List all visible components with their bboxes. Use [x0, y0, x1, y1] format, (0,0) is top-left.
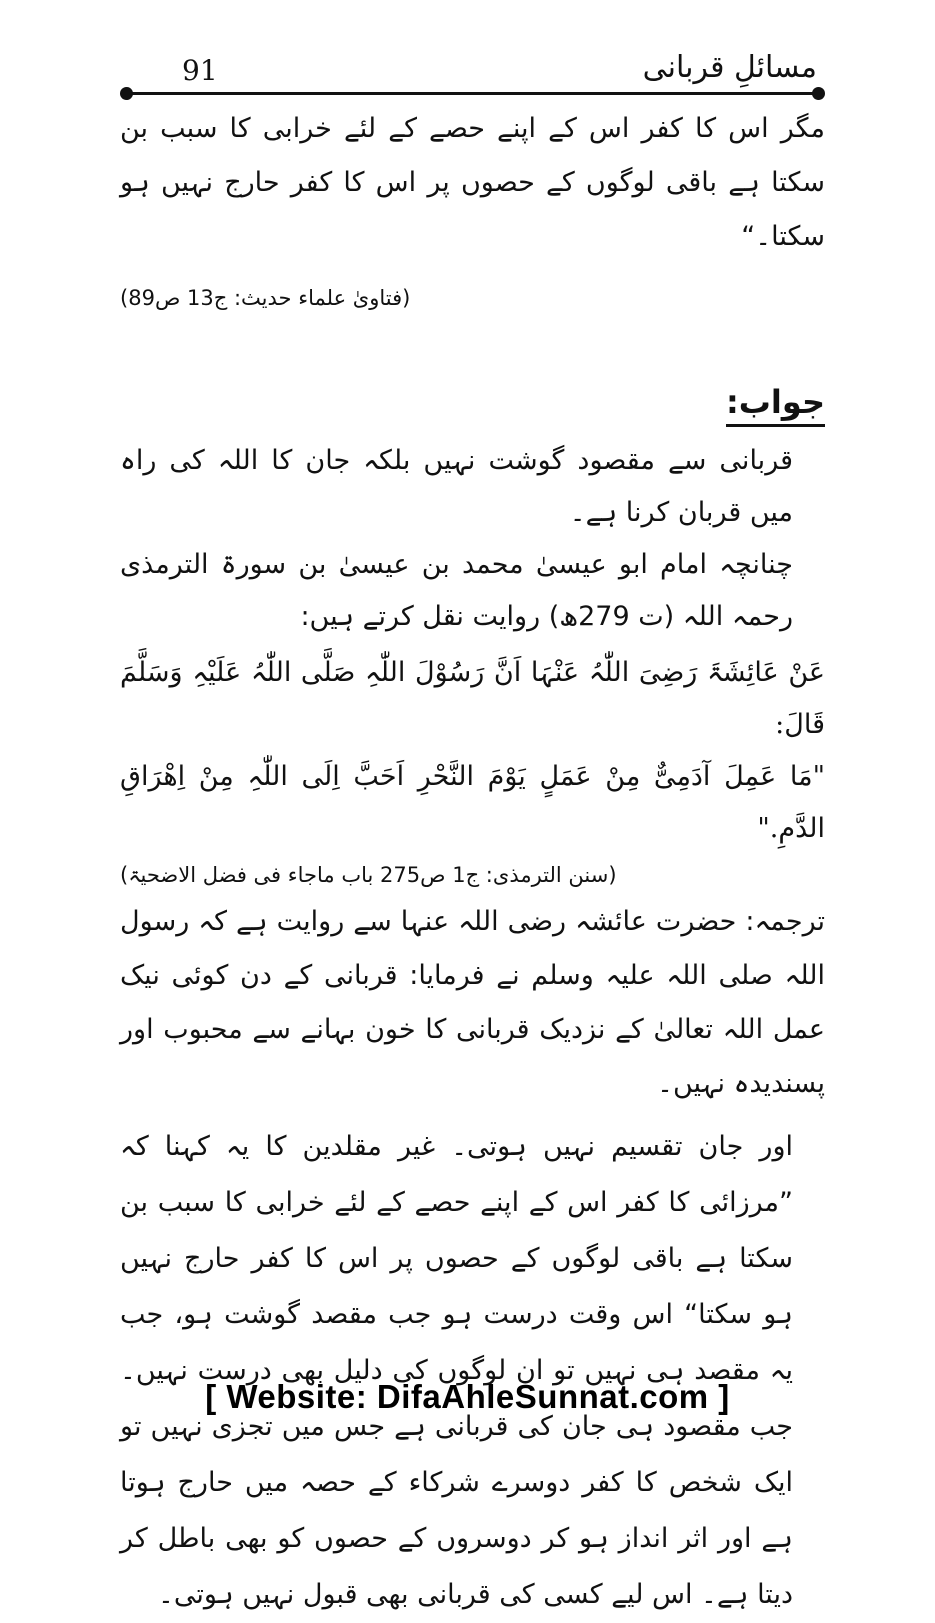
answer-paragraph-1: قربانی سے مقصود گوشت نہیں بلکہ جان کا اللہ کی راہ میں قربان کرنا ہے۔ [120, 445, 793, 528]
intro-quote: مگر اس کا کفر اس کے اپنے حصے کے لئے خرابی کا سبب بن سکتا ہے باقی لوگوں کے حصوں پر اس کا کفر حارج نہیں ہو سکتا۔“ [120, 113, 825, 252]
answer-paragraph-2: چنانچہ امام ابو عیسیٰ محمد بن عیسیٰ بن سورۃ الترمذی رحمہ اللہ (ت 279ھ) روایت نقل کرتے ہیں: [120, 549, 793, 632]
website-footer: [ Website: DifaAhleSunnat.com ] [205, 1378, 730, 1415]
page-number: 91 [182, 54, 218, 87]
header-rule [128, 92, 817, 95]
answer-heading: جواب: [726, 380, 825, 427]
book-title: مسائلِ قربانی [642, 50, 817, 85]
header-rule-dot-left [120, 87, 133, 100]
answer-conclusion: اور جان تقسیم نہیں ہوتی۔ غیر مقلدین کا یہ کہنا کہ ”مرزائی کا کفر اس کے اپنے حصے کے لئے خرابی کا سبب بن سکتا ہے باقی لوگوں کے حصوں پر اس کا کفر حارج نہیں ہو سکتا“ اس وقت درست ہو جب مقصد گوشت ہو، جب یہ مقصد ہی نہیں تو ان لوگوں کی دلیل بھی درست نہیں۔ جب مقصود ہی جان کی قربانی ہے جس میں تجزی نہیں تو ایک شخص کا کفر دوسرے شرکاء کے حصہ میں حارج ہوتا ہے اور اثر انداز ہو کر دوسروں کے حصوں کو بھی باطل کر دیتا ہے۔ اس لیے کسی کی قربانی بھی قبول نہیں ہوتی۔ [120, 1131, 793, 1610]
intro-quote-reference: (فتاویٰ علماء حدیث: ج13 ص89) [120, 286, 411, 310]
hadith-arabic-line-1: عَنْ عَائِشَۃَ رَضِیَ اللّٰہُ عَنْہَا اَنَّ رَسُوْلَ اللّٰہِ صَلَّی اللّٰہُ عَلَیْہِ وَسَلَّمَ قَالَ: [120, 657, 825, 740]
hadith-arabic-line-2: "مَا عَمِلَ آدَمِیٌّ مِنْ عَمَلٍ یَوْمَ النَّحْرِ اَحَبَّ اِلَی اللّٰہِ مِنْ اِھْرَاقِ الدَّمِ." [120, 761, 826, 844]
header-rule-dot-right [812, 87, 825, 100]
hadith-reference: (سنن الترمذی: ج1 ص275 باب ماجاء فی فضل الاضحیۃ) [120, 863, 617, 887]
page-header [120, 50, 825, 100]
hadith-translation: ترجمہ: حضرت عائشہ رضی اللہ عنہا سے روایت ہے کہ رسول اللہ صلی اللہ علیہ وسلم نے فرمایا: قربانی کے دن کوئی نیک عمل اللہ تعالیٰ کے نزدیک قربانی کا خون بہانے سے محبوب اور پسندیدہ نہیں۔ [120, 906, 825, 1099]
